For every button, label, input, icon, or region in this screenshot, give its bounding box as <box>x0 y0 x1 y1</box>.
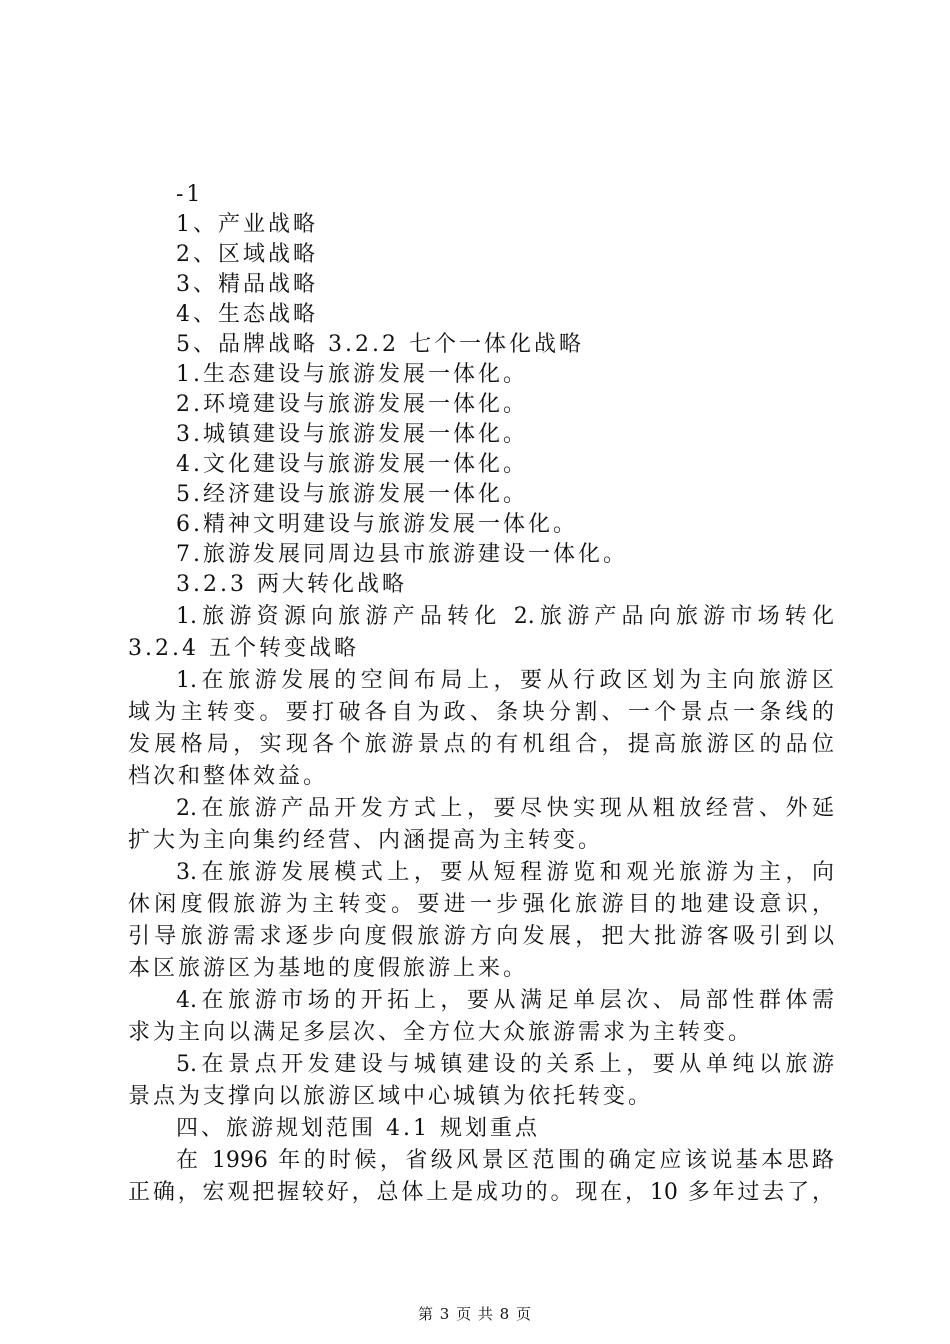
text-line: 2、区域战略 <box>176 242 318 267</box>
text-line: -1 <box>176 182 204 207</box>
page-number-footer: 第 3 页 共 8 页 <box>418 1305 532 1323</box>
text-line: 引导旅游需求逐步向度假旅游方向发展，把大批游客吸引到以 <box>128 924 834 949</box>
text-line: 四、旅游规划范围 4.1 规划重点 <box>176 1116 540 1141</box>
text-line: 3、精品战略 <box>176 272 318 297</box>
text-line: 7.旅游发展同周边县市旅游建设一体化。 <box>176 542 628 567</box>
text-line: 在 1996 年的时候，省级风景区范围的确定应该说基本思路 <box>176 1148 834 1173</box>
text-line: 3.2.3 两大转化战略 <box>176 572 407 597</box>
text-line: 发展格局，实现各个旅游景点的有机组合，提高旅游区的品位 <box>128 732 834 757</box>
text-line: 4.文化建设与旅游发展一体化。 <box>176 452 528 477</box>
text-line: 景点为支撑向以旅游区域中心城镇为依托转变。 <box>128 1084 654 1109</box>
text-line: 扩大为主向集约经营、内涵提高为主转变。 <box>128 828 604 853</box>
text-line: 6.精神文明建设与旅游发展一体化。 <box>176 512 578 537</box>
text-line: 3.在旅游发展模式上，要从短程游览和观光旅游为主，向 <box>176 860 834 885</box>
text-line: 5.在景点开发建设与城镇建设的关系上，要从单纯以旅游 <box>176 1052 834 1077</box>
text-line: 3.2.4 五个转变战略 <box>128 636 359 661</box>
text-line: 1.在旅游发展的空间布局上，要从行政区划为主向旅游区 <box>176 668 834 693</box>
text-line: 正确，宏观把握较好，总体上是成功的。现在，10 多年过去了， <box>128 1180 834 1205</box>
text-line: 休闲度假旅游为主转变。要进一步强化旅游目的地建设意识， <box>128 892 834 917</box>
text-line: 3.城镇建设与旅游发展一体化。 <box>176 422 528 447</box>
text-line: 1.生态建设与旅游发展一体化。 <box>176 362 528 387</box>
text-line: 4、生态战略 <box>176 302 318 327</box>
text-line: 4.在旅游市场的开拓上，要从满足单层次、局部性群体需 <box>176 988 834 1013</box>
text-line: 1.旅游资源向旅游产品转化 2.旅游产品向旅游市场转化 <box>176 604 834 629</box>
text-line: 求为主向以满足多层次、全方位大众旅游需求为主转变。 <box>128 1020 754 1045</box>
text-line: 档次和整体效益。 <box>128 764 329 789</box>
text-line: 5.经济建设与旅游发展一体化。 <box>176 482 528 507</box>
text-line: 5、品牌战略 3.2.2 七个一体化战略 <box>176 332 584 357</box>
text-line: 2.环境建设与旅游发展一体化。 <box>176 392 528 417</box>
text-line: 本区旅游区为基地的度假旅游上来。 <box>128 956 529 981</box>
text-line: 1、产业战略 <box>176 212 318 237</box>
text-line: 2.在旅游产品开发方式上，要尽快实现从粗放经营、外延 <box>176 796 834 821</box>
text-line: 域为主转变。要打破各自为政、条块分割、一个景点一条线的 <box>128 700 834 725</box>
